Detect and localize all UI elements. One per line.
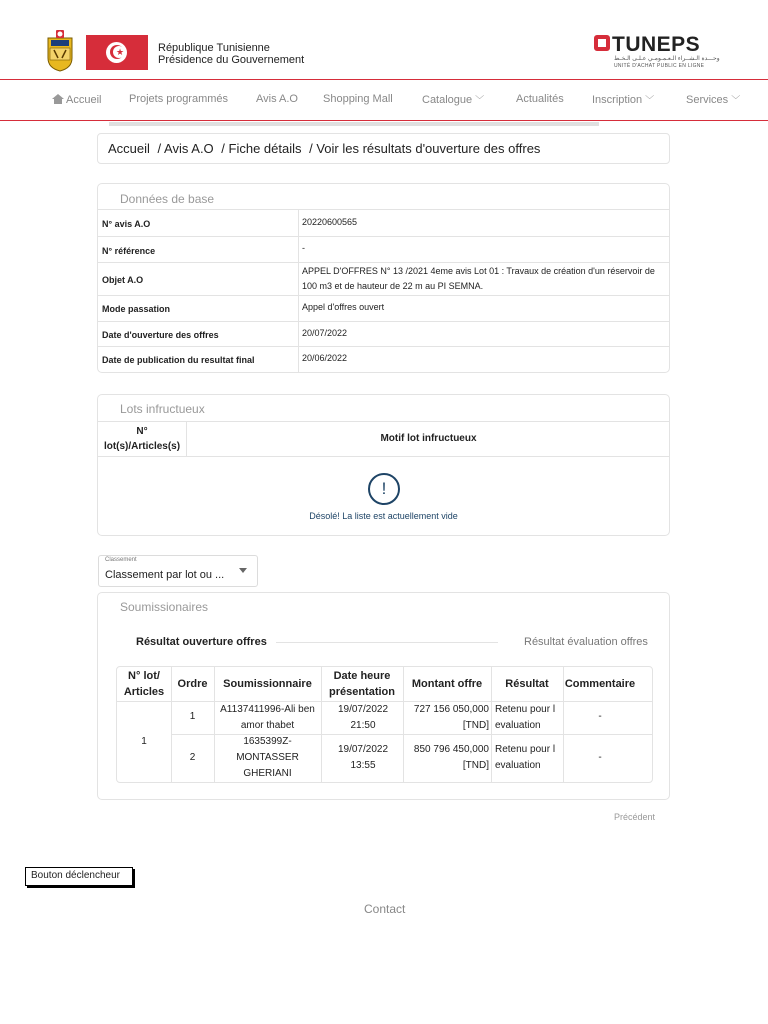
column-header: Montant offre <box>411 678 483 690</box>
chevron-down-icon: ﹀ <box>475 95 485 105</box>
logo-subtitle-ar: وحـــدة الـشــراء الـعـمـومـي عـلـى الـخـط <box>614 56 720 62</box>
breadcrumb-item[interactable]: Accueil <box>108 141 150 156</box>
info-value: APPEL D'OFFRES N° 13 /2021 4eme avis Lot 01 : Travaux de création d'un réservoir de 100 m3 et de hauteur de 22 m au PI SEMNA. <box>302 266 655 291</box>
tab-resultat-ouverture[interactable]: Résultat ouverture offres <box>136 636 267 648</box>
column-header: N° lot/ Articles <box>123 670 165 698</box>
commentaire-cell: - <box>598 752 602 763</box>
commentaire-cell: - <box>598 711 602 722</box>
info-value: - <box>302 243 305 253</box>
soumissionnaire-cell: 1635399Z-MONTASSER GHERIANI <box>236 736 299 779</box>
breadcrumb-item[interactable]: / Avis A.O <box>157 141 214 156</box>
lots-table-header <box>98 421 669 457</box>
nav-item-shopping-mall[interactable]: Shopping Mall <box>323 93 393 105</box>
date-cell: 19/07/2022 13:55 <box>337 744 389 771</box>
donnees-base-card <box>97 183 670 373</box>
info-row <box>98 346 669 372</box>
info-row <box>98 295 669 321</box>
lot-number: 1 <box>141 736 147 747</box>
nav-item-catalogue[interactable] <box>422 93 484 106</box>
nav-item-accueil[interactable] <box>52 93 101 106</box>
column-header: Soumissionnaire <box>223 678 312 690</box>
alert-circle-icon: ! <box>368 473 400 505</box>
breadcrumb-item[interactable]: / Fiche détails <box>221 141 302 156</box>
coat-of-arms-icon <box>44 28 76 72</box>
chevron-down-icon: ﹀ <box>731 95 741 105</box>
soumissionaires-card <box>97 592 670 800</box>
nav-item-services[interactable] <box>686 93 740 106</box>
montant-cell: 727 156 050,000 [TND] <box>413 704 489 731</box>
info-label: Objet A.O <box>102 275 144 285</box>
ordre-cell: 2 <box>189 752 196 763</box>
results-table <box>116 666 653 783</box>
info-row <box>98 209 669 236</box>
trigger-button[interactable]: Bouton déclencheur <box>25 867 133 886</box>
chevron-down-icon: ﹀ <box>645 95 655 105</box>
column-header: Commentaire <box>564 678 636 690</box>
tunisia-flag-icon: ★ <box>86 35 148 70</box>
card-title: Données de base <box>120 192 215 206</box>
column-header: N° lot(s)/Articles(s) <box>98 422 187 456</box>
info-row <box>98 236 669 262</box>
info-value: Appel d'offres ouvert <box>302 302 385 312</box>
empty-list-message: Désolé! La liste est actuellement vide <box>309 511 458 521</box>
tab-resultat-evaluation[interactable]: Résultat évaluation offres <box>524 636 648 648</box>
column-header: Date heure présentation <box>328 670 395 698</box>
gov-line-2: Présidence du Gouvernement <box>158 54 305 66</box>
info-label: N° référence <box>102 246 156 256</box>
site-header <box>0 0 768 80</box>
tuneps-mark-icon <box>594 35 610 51</box>
lots-infructueux-card <box>97 394 670 536</box>
main-nav <box>0 81 768 121</box>
info-label: Mode passation <box>102 304 171 314</box>
montant-cell: 850 796 450,000 [TND] <box>413 744 489 771</box>
resultat-cell: Retenu pour l evaluation <box>495 744 556 771</box>
info-value: 20/06/2022 <box>302 353 348 363</box>
nav-item-actualites[interactable]: Actualités <box>516 93 564 105</box>
date-cell: 19/07/2022 21:50 <box>337 704 389 731</box>
previous-page-link[interactable]: Précédent <box>614 812 656 822</box>
nav-item-avis[interactable]: Avis A.O <box>256 93 298 105</box>
info-value: 20/07/2022 <box>302 328 348 338</box>
ordre-cell: 1 <box>189 711 196 722</box>
resultat-cell: Retenu pour l evaluation <box>495 704 556 731</box>
soumissionnaire-cell: A1137411996-Ali ben amor thabet <box>220 704 315 731</box>
column-header: Motif lot infructueux <box>380 433 477 444</box>
card-title: Soumissionaires <box>120 600 209 614</box>
logo-text: TUNEPS <box>612 33 701 56</box>
tab-divider <box>276 642 498 643</box>
card-title: Lots infructueux <box>120 402 205 416</box>
home-icon <box>52 94 64 104</box>
government-name <box>158 42 304 66</box>
logo-subtitle: UNITÉ D'ACHAT PUBLIC EN LIGNE <box>614 63 705 69</box>
info-label: Date d'ouverture des offres <box>102 330 219 340</box>
nav-item-projets[interactable]: Projets programmés <box>129 93 229 105</box>
nav-label: Services <box>686 94 729 106</box>
gov-line-1: République Tunisienne <box>158 42 270 54</box>
info-row <box>98 262 669 295</box>
info-value: 20220600565 <box>302 217 358 227</box>
info-row <box>98 321 669 346</box>
caret-down-icon <box>239 568 247 573</box>
nav-label: Inscription <box>592 94 643 106</box>
column-header: Ordre <box>177 678 208 690</box>
nav-label: Accueil <box>66 94 102 106</box>
info-label: Date de publication du resultat final <box>102 355 255 365</box>
info-label: N° avis A.O <box>102 219 151 229</box>
nav-label: Catalogue <box>422 94 473 106</box>
classement-select[interactable] <box>98 555 258 587</box>
contact-link[interactable]: Contact <box>364 902 406 916</box>
nav-scrollbar[interactable] <box>109 122 599 126</box>
breadcrumb-item-current: / Voir les résultats d'ouverture des offres <box>309 141 541 156</box>
select-label: Classement <box>105 557 137 563</box>
nav-item-inscription[interactable] <box>592 93 654 106</box>
column-header: Résultat <box>505 678 549 690</box>
select-value: Classement par lot ou ... <box>105 569 225 581</box>
breadcrumb <box>97 133 670 164</box>
